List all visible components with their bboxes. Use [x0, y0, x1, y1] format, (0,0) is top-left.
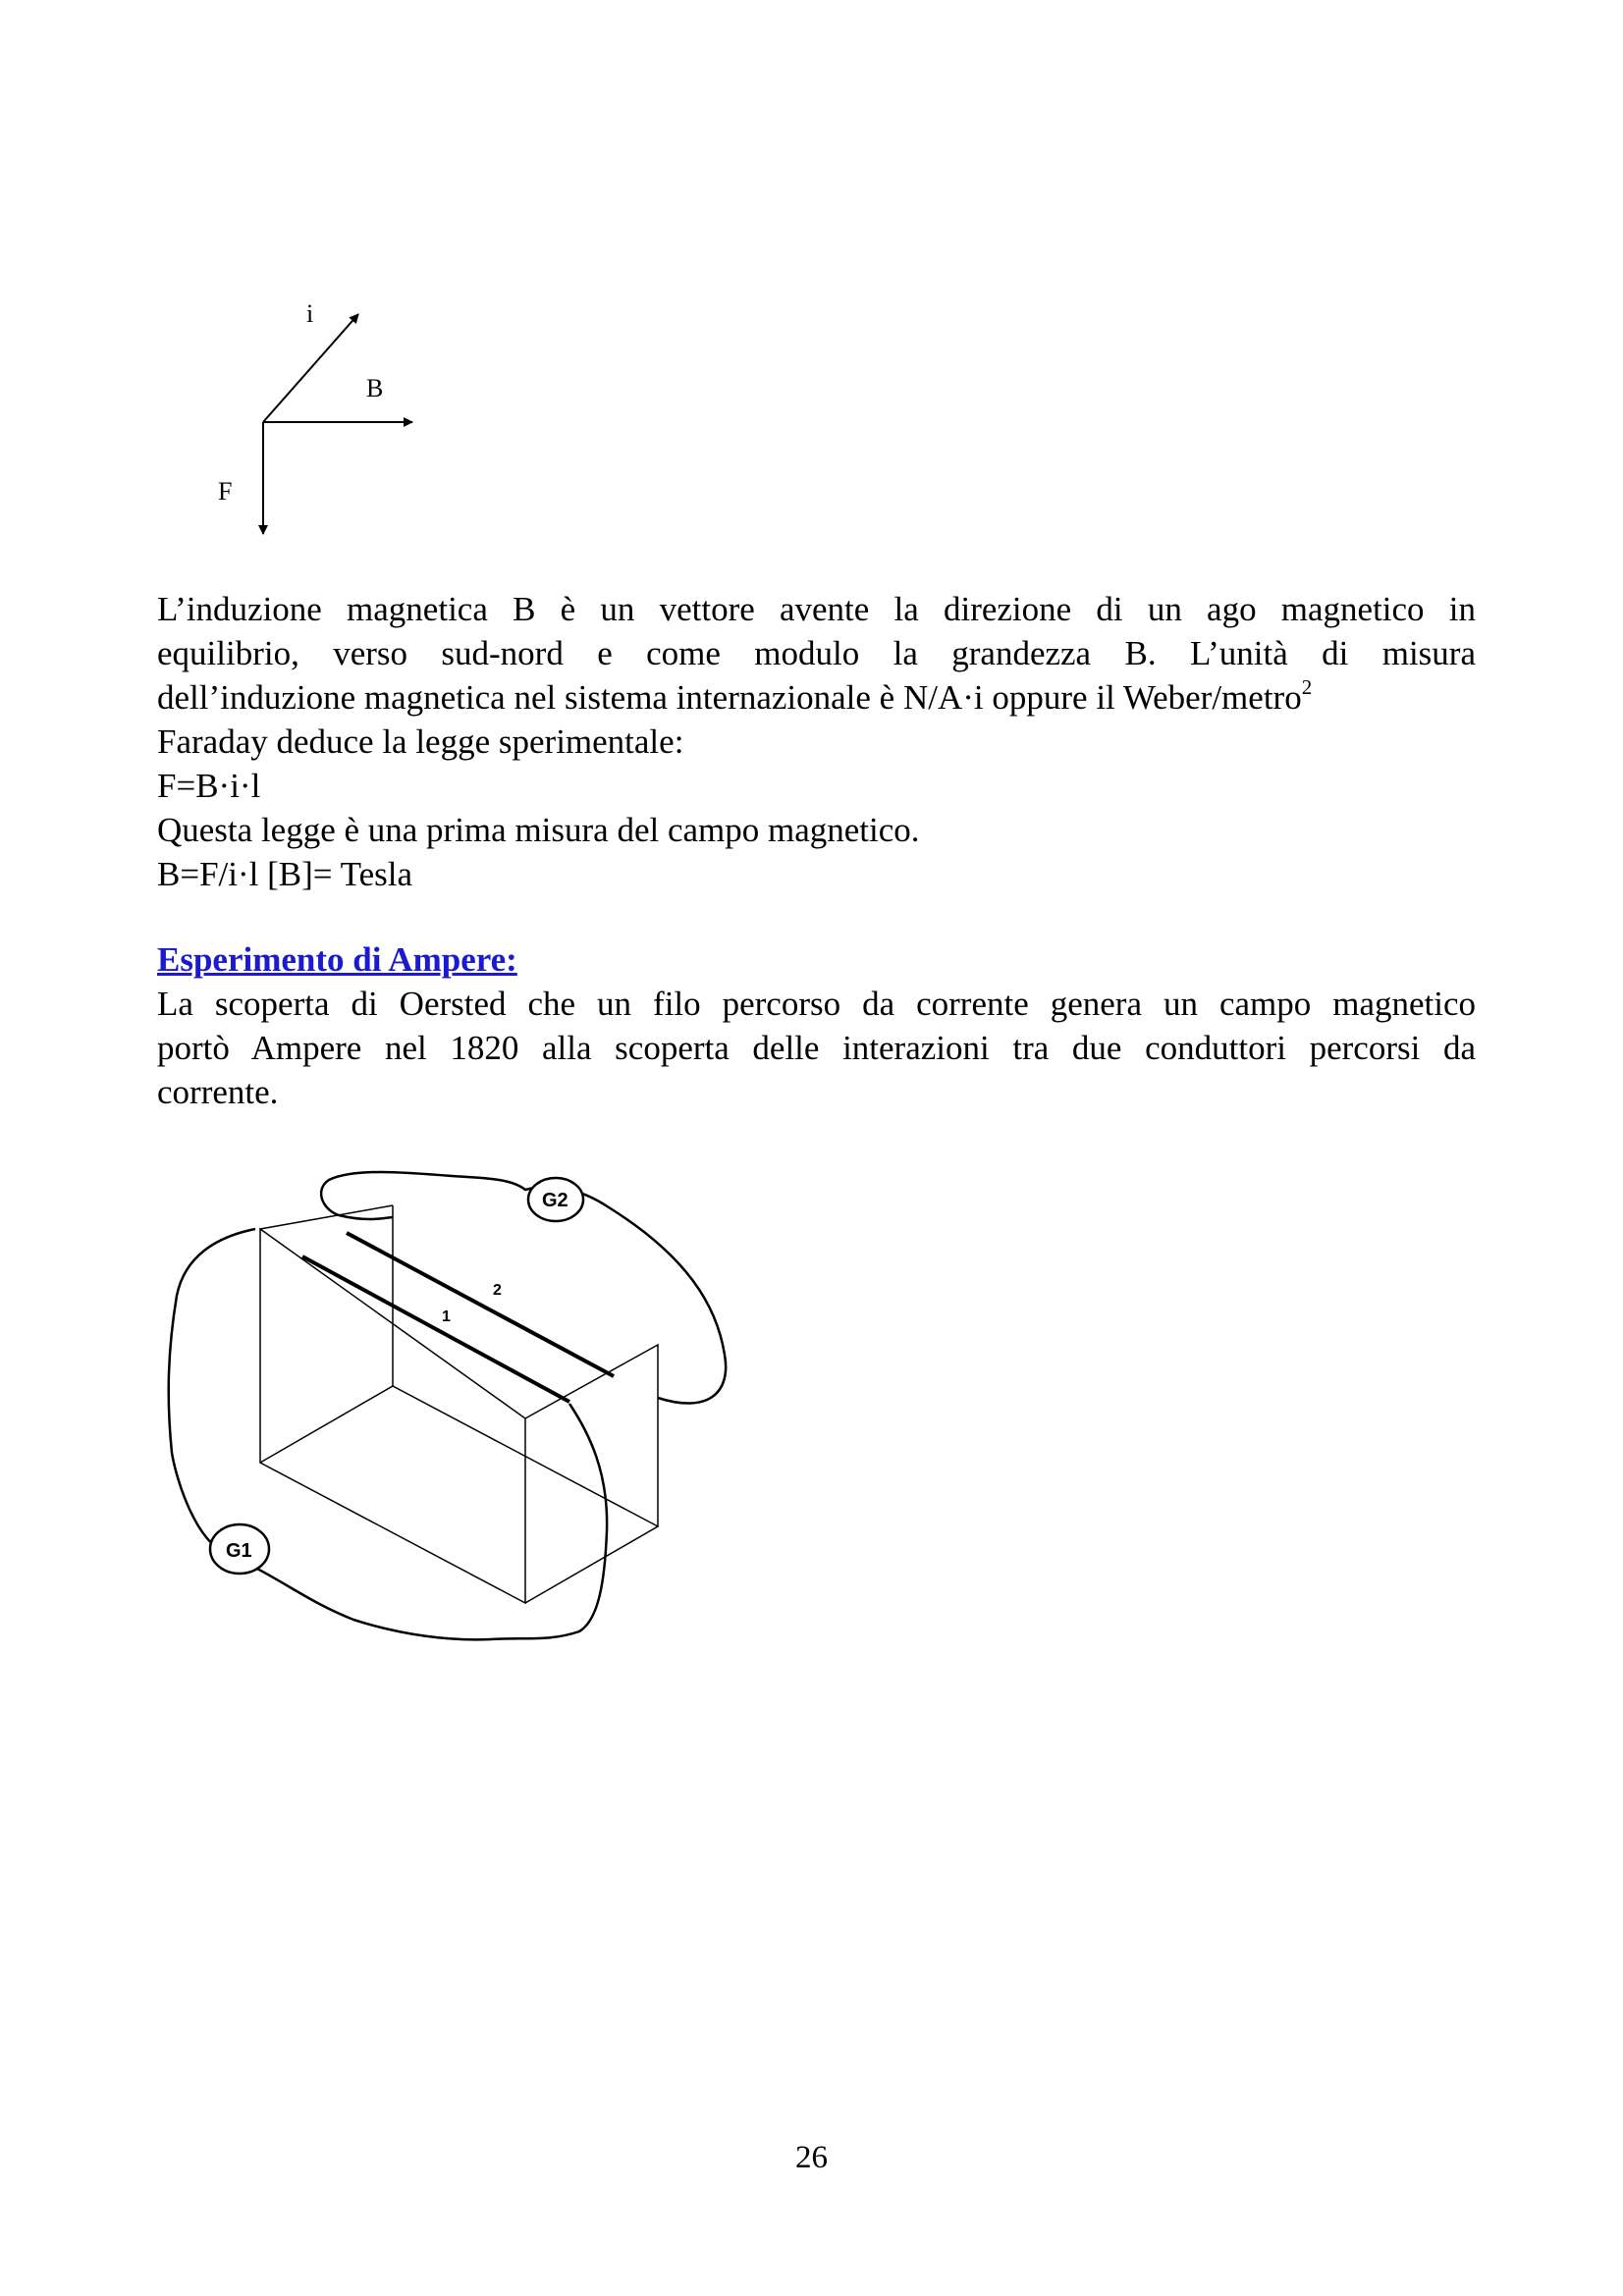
label-f: F [218, 477, 233, 506]
circuit-loop-g1 [169, 1229, 607, 1639]
intro-line-4: Faraday deduce la legge sperimentale: [157, 722, 684, 761]
formula-faraday: F=B·i·l [157, 767, 261, 805]
wire-label-2: 2 [493, 1282, 502, 1299]
unit-exponent: 2 [1301, 675, 1313, 699]
intro-paragraph [157, 587, 1476, 896]
intro-line-2: equilibrio, verso sud-nord e come modulo la grandezza B. L’unità di misura [157, 634, 1476, 672]
intro-line-3 [157, 675, 1476, 720]
page-number: 26 [795, 2140, 828, 2175]
intro-line-3-text: dell’induzione magnetica nel sistema internazionale è N/A·i oppure il Weber/metro [157, 678, 1302, 717]
formula-tesla: B=F/i·l [B]= Tesla [157, 855, 412, 893]
section-heading: Esperimento di Ampere: [157, 940, 517, 979]
ampere-line-2: portò Ampere nel 1820 alla scoperta delle interazioni tra due conduttori percorsi da [157, 1029, 1476, 1067]
ampere-experiment-diagram [157, 1158, 746, 1669]
label-g1: G1 [226, 1540, 252, 1562]
intro-line-1: L’induzione magnetica B è un vettore avente la direzione di un ago magnetico in [157, 590, 1476, 628]
force-vector-diagram [196, 294, 432, 550]
label-i: i [306, 299, 314, 328]
ampere-line-3: corrente. [157, 1073, 279, 1111]
wire-label-1: 1 [442, 1308, 451, 1325]
label-g2: G2 [542, 1190, 568, 1211]
current-vector-i [263, 314, 358, 422]
ampere-paragraph [157, 982, 1476, 1114]
label-b: B [366, 374, 384, 402]
ampere-line-1: La scoperta di Oersted che un filo percorso da corrente genera un campo magnetico [157, 985, 1476, 1023]
intro-line-6: Questa legge è una prima misura del campo magnetico. [157, 811, 920, 849]
